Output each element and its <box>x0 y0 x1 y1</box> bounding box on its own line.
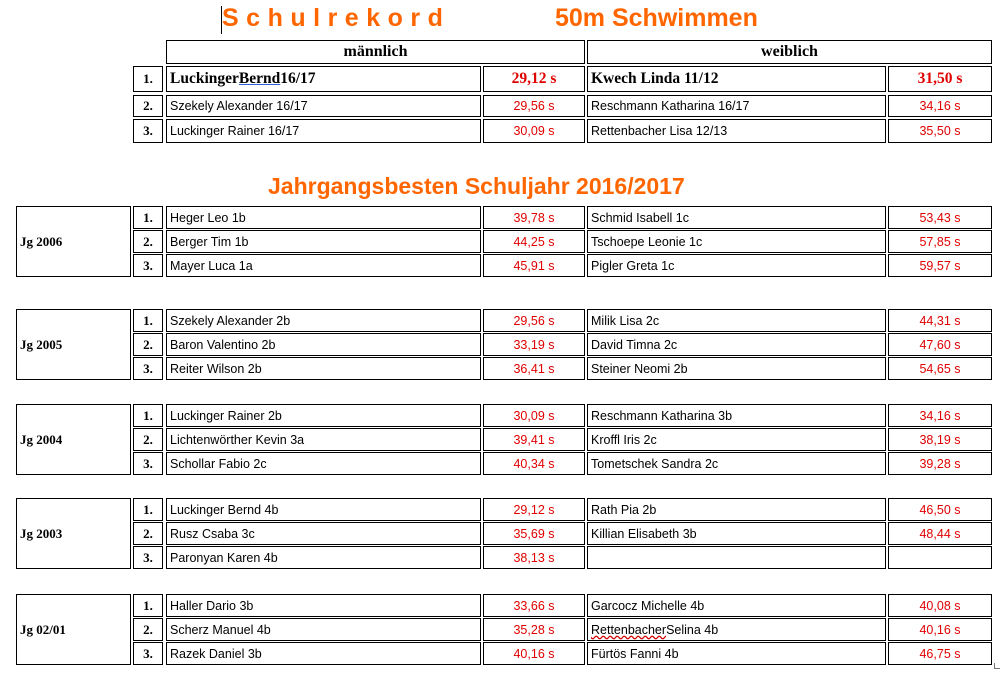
male-time-cell: 35,69 s <box>483 522 585 545</box>
female-name-cell: Rettenbacher Selina 4b <box>587 618 886 641</box>
female-time-cell: 35,50 s <box>888 119 992 143</box>
male-time-cell: 40,16 s <box>483 642 585 665</box>
female-name-cell: David Timna 2c <box>587 333 886 356</box>
male-time-cell: 29,56 s <box>483 309 585 332</box>
column-header-female: weiblich <box>587 40 992 64</box>
male-name-cell: Baron Valentino 2b <box>166 333 481 356</box>
male-time-cell: 29,56 s <box>483 95 585 117</box>
male-time-cell: 33,66 s <box>483 594 585 617</box>
female-time-cell: 44,31 s <box>888 309 992 332</box>
female-name-cell <box>587 546 886 569</box>
rank-cell: 3. <box>133 357 163 380</box>
female-time-cell <box>888 546 992 569</box>
rank-cell: 2. <box>133 333 163 356</box>
male-name-cell: Rusz Csaba 3c <box>166 522 481 545</box>
rank-cell: 2. <box>133 230 163 253</box>
rank-cell: 2. <box>133 522 163 545</box>
female-time-cell: 40,08 s <box>888 594 992 617</box>
rank-cell: 3. <box>133 642 163 665</box>
male-time-cell: 30,09 s <box>483 404 585 427</box>
year-best-title: Jahrgangsbesten Schuljahr 2016/2017 <box>268 173 685 199</box>
female-time-cell: 46,75 s <box>888 642 992 665</box>
female-name-cell: Reschmann Katharina 16/17 <box>587 95 886 117</box>
rank-cell: 2. <box>133 618 163 641</box>
female-time-cell: 34,16 s <box>888 404 992 427</box>
male-time-cell: 35,28 s <box>483 618 585 641</box>
male-time-cell: 29,12 s <box>483 66 585 92</box>
female-name-cell: Kroffl Iris 2c <box>587 428 886 451</box>
female-name-cell: Steiner Neomi 2b <box>587 357 886 380</box>
rank-cell: 1. <box>133 206 163 229</box>
rank-cell: 2. <box>133 428 163 451</box>
female-time-cell: 31,50 s <box>888 66 992 92</box>
male-time-cell: 29,12 s <box>483 498 585 521</box>
record-title: Schulrekord <box>222 4 451 32</box>
female-name-cell: Garcocz Michelle 4b <box>587 594 886 617</box>
male-name-cell: Luckinger Rainer 16/17 <box>166 119 481 143</box>
female-time-cell: 46,50 s <box>888 498 992 521</box>
female-name-cell: Reschmann Katharina 3b <box>587 404 886 427</box>
year-group-label: Jg 2005 <box>16 309 131 380</box>
rank-cell: 3. <box>133 119 163 143</box>
female-name-cell: Tometschek Sandra 2c <box>587 452 886 475</box>
male-name-cell: Szekely Alexander 2b <box>166 309 481 332</box>
male-name-cell: Scherz Manuel 4b <box>166 618 481 641</box>
male-time-cell: 33,19 s <box>483 333 585 356</box>
male-name-cell: Haller Dario 3b <box>166 594 481 617</box>
female-name-cell: Pigler Greta 1c <box>587 254 886 277</box>
spellcheck-underline: Bernd <box>238 70 281 87</box>
column-header-male: männlich <box>166 40 585 64</box>
male-time-cell: 36,41 s <box>483 357 585 380</box>
male-time-cell: 39,41 s <box>483 428 585 451</box>
female-time-cell: 40,16 s <box>888 618 992 641</box>
rank-cell: 1. <box>133 309 163 332</box>
rank-cell: 1. <box>133 66 163 92</box>
rank-cell: 3. <box>133 546 163 569</box>
male-name-cell: Berger Tim 1b <box>166 230 481 253</box>
rank-cell: 1. <box>133 404 163 427</box>
male-time-cell: 45,91 s <box>483 254 585 277</box>
male-name-cell: Paronyan Karen 4b <box>166 546 481 569</box>
year-group-label: Jg 2003 <box>16 498 131 569</box>
male-name-cell: Szekely Alexander 16/17 <box>166 95 481 117</box>
rank-cell: 2. <box>133 95 163 117</box>
female-name-cell: Killian Elisabeth 3b <box>587 522 886 545</box>
female-name-cell: Schmid Isabell 1c <box>587 206 886 229</box>
male-time-cell: 44,25 s <box>483 230 585 253</box>
male-time-cell: 30,09 s <box>483 119 585 143</box>
female-name-cell: Kwech Linda 11/12 <box>587 66 886 92</box>
rank-cell: 3. <box>133 452 163 475</box>
page-end-mark <box>994 663 1000 669</box>
year-group-label: Jg 2006 <box>16 206 131 277</box>
male-name-cell: Luckinger Bernd 4b <box>166 498 481 521</box>
male-time-cell: 39,78 s <box>483 206 585 229</box>
female-name-cell: Tschoepe Leonie 1c <box>587 230 886 253</box>
female-name-cell: Milik Lisa 2c <box>587 309 886 332</box>
male-time-cell: 40,34 s <box>483 452 585 475</box>
year-group-label: Jg 2004 <box>16 404 131 475</box>
female-time-cell: 54,65 s <box>888 357 992 380</box>
female-time-cell: 53,43 s <box>888 206 992 229</box>
male-name-cell: Heger Leo 1b <box>166 206 481 229</box>
female-time-cell: 57,85 s <box>888 230 992 253</box>
event-title: 50m Schwimmen <box>555 4 758 32</box>
female-name-cell: Rath Pia 2b <box>587 498 886 521</box>
male-time-cell: 38,13 s <box>483 546 585 569</box>
male-name-cell: Reiter Wilson 2b <box>166 357 481 380</box>
male-name-cell: Luckinger Bernd 16/17 <box>166 66 481 92</box>
female-time-cell: 39,28 s <box>888 452 992 475</box>
male-name-cell: Lichtenwörther Kevin 3a <box>166 428 481 451</box>
rank-cell: 3. <box>133 254 163 277</box>
rank-cell: 1. <box>133 594 163 617</box>
year-group-label: Jg 02/01 <box>16 594 131 665</box>
rank-cell: 1. <box>133 498 163 521</box>
male-name-cell: Luckinger Rainer 2b <box>166 404 481 427</box>
male-name-cell: Razek Daniel 3b <box>166 642 481 665</box>
male-name-cell: Schollar Fabio 2c <box>166 452 481 475</box>
female-time-cell: 48,44 s <box>888 522 992 545</box>
female-time-cell: 59,57 s <box>888 254 992 277</box>
spellcheck-underline: Rettenbacher <box>591 622 667 637</box>
female-time-cell: 34,16 s <box>888 95 992 117</box>
female-time-cell: 47,60 s <box>888 333 992 356</box>
male-name-cell: Mayer Luca 1a <box>166 254 481 277</box>
female-name-cell: Rettenbacher Lisa 12/13 <box>587 119 886 143</box>
female-time-cell: 38,19 s <box>888 428 992 451</box>
female-name-cell: Fürtös Fanni 4b <box>587 642 886 665</box>
